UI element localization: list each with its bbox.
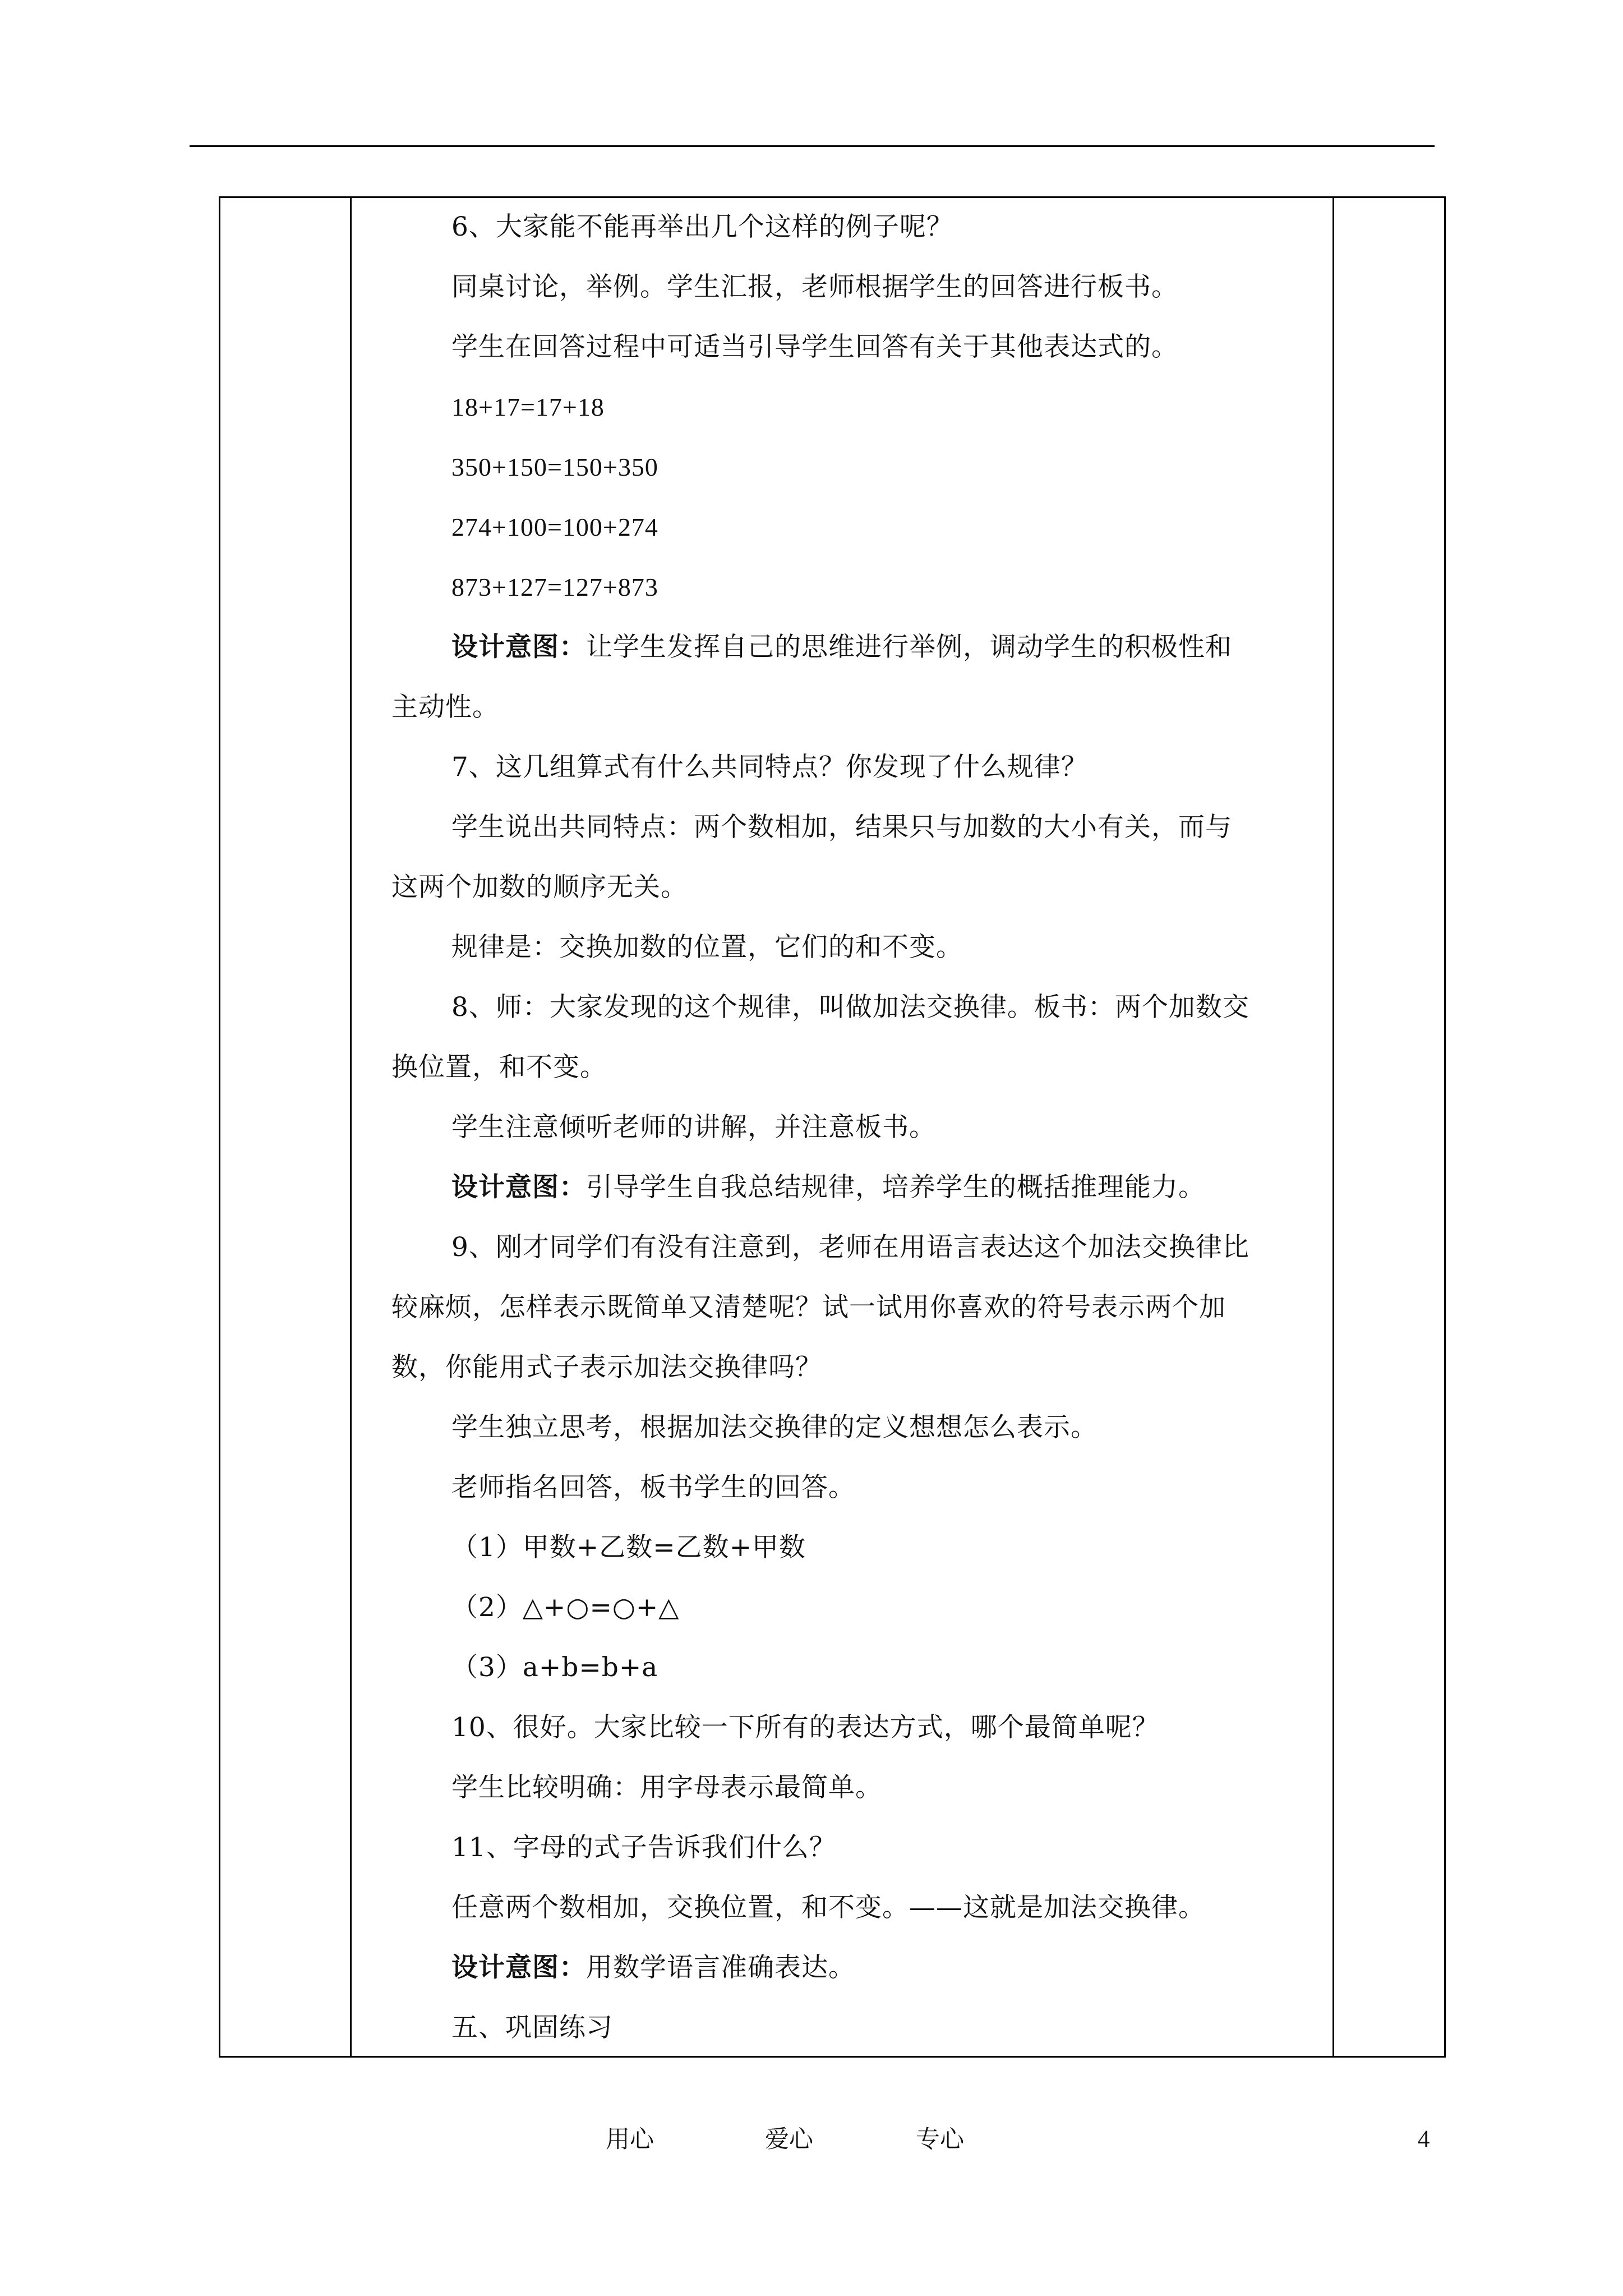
text-line — [451, 991, 1249, 1024]
line-text: 18+17=17+18 — [451, 393, 605, 421]
line-text: 换位置，和不变。 — [391, 1052, 607, 1083]
design-intent-line — [451, 631, 1232, 664]
text-line — [451, 330, 1178, 364]
line-text: 学生独立思考，根据加法交换律的定义想想怎么表示。 — [451, 1412, 1098, 1443]
lesson-table — [219, 196, 1446, 2058]
line-text: 8、师：大家发现的这个规律，叫做加法交换律。板书：两个加数交 — [451, 992, 1249, 1023]
table-column-divider-left — [350, 198, 352, 2056]
line-text: 7、这几组算式有什么共同特点？你发现了什么规律？ — [451, 752, 1088, 783]
text-line — [451, 210, 953, 244]
footer-label-1: 用心 — [606, 2125, 654, 2154]
text-line — [451, 931, 963, 964]
line-text: 用数学语言准确表达。 — [586, 1952, 855, 1983]
table-column-divider-right — [1332, 198, 1334, 2056]
text-line — [391, 1351, 822, 1384]
line-text: 数，你能用式子表示加法交换律吗？ — [391, 1352, 822, 1383]
equation-line — [451, 390, 605, 424]
line-text: 274+100=100+274 — [451, 513, 658, 541]
text-line — [451, 1471, 855, 1504]
design-intent-line — [451, 1171, 1205, 1204]
header-rule — [190, 145, 1435, 147]
line-text: 10、很好。大家比较一下所有的表达方式，哪个最简单呢？ — [451, 1712, 1159, 1743]
line-text: 任意两个数相加，交换位置，和不变。——这就是加法交换律。 — [451, 1892, 1205, 1923]
line-text: 这两个加数的顺序无关。 — [391, 872, 688, 903]
line-text: 较麻烦，怎样表示既简单又清楚呢？试一试用你喜欢的符号表示两个加 — [391, 1292, 1226, 1323]
line-text: 学生说出共同特点：两个数相加，结果只与加数的大小有关，而与 — [451, 812, 1232, 843]
formula-line — [451, 1651, 658, 1685]
formula-line — [451, 1531, 806, 1565]
line-text: （2）△+○=○+△ — [451, 1592, 680, 1623]
design-intent-label: 设计意图： — [451, 632, 586, 662]
line-text: 引导学生自我总结规律，培养学生的概括推理能力。 — [586, 1172, 1205, 1203]
text-line — [451, 751, 1088, 784]
text-line — [451, 1771, 882, 1805]
formula-line — [451, 1591, 679, 1625]
line-text: 主动性。 — [391, 692, 499, 723]
text-line — [451, 811, 1232, 844]
text-line — [451, 1411, 1098, 1444]
page-number: 4 — [1418, 2126, 1430, 2152]
line-text: 让学生发挥自己的思维进行举例，调动学生的积极性和 — [586, 632, 1232, 662]
line-text: 11、字母的式子告诉我们什么？ — [451, 1832, 836, 1863]
line-text: 9、刚才同学们有没有注意到，老师在用语言表达这个加法交换律比 — [451, 1232, 1249, 1263]
line-text: 五、巩固练习 — [451, 2012, 613, 2043]
text-line — [391, 871, 688, 904]
text-line — [451, 1891, 1205, 1925]
line-text: 同桌讨论，举例。学生汇报，老师根据学生的回答进行板书。 — [451, 272, 1178, 302]
text-line — [451, 1111, 936, 1144]
line-text: 规律是：交换加数的位置，它们的和不变。 — [451, 932, 963, 963]
footer-label-3: 专心 — [916, 2125, 964, 2154]
design-intent-label: 设计意图： — [451, 1172, 586, 1203]
text-line — [451, 1711, 1159, 1745]
line-text: 学生在回答过程中可适当引导学生回答有关于其他表达式的。 — [451, 332, 1178, 362]
footer-label-2: 爱心 — [765, 2125, 813, 2154]
text-line — [391, 1291, 1226, 1324]
text-line — [451, 270, 1178, 304]
line-text: 老师指名回答，板书学生的回答。 — [451, 1472, 855, 1503]
line-text: 学生注意倾听老师的讲解，并注意板书。 — [451, 1112, 936, 1143]
equation-line — [451, 450, 658, 484]
line-text: 学生比较明确：用字母表示最简单。 — [451, 1772, 882, 1803]
text-line — [391, 1051, 607, 1084]
equation-line — [451, 570, 658, 604]
equation-line — [451, 510, 658, 544]
line-text: 6、大家能不能再举出几个这样的例子呢？ — [451, 211, 953, 242]
line-text: 350+150=150+350 — [451, 453, 658, 481]
line-text: 873+127=127+873 — [451, 573, 658, 601]
text-line — [451, 1831, 836, 1865]
text-line — [391, 691, 499, 724]
design-intent-label: 设计意图： — [451, 1952, 586, 1983]
line-text: （1）甲数+乙数=乙数+甲数 — [451, 1532, 806, 1563]
section-heading — [451, 2011, 613, 2045]
design-intent-line — [451, 1951, 855, 1985]
line-text: （3）a+b=b+a — [451, 1652, 658, 1683]
text-line — [451, 1231, 1249, 1264]
